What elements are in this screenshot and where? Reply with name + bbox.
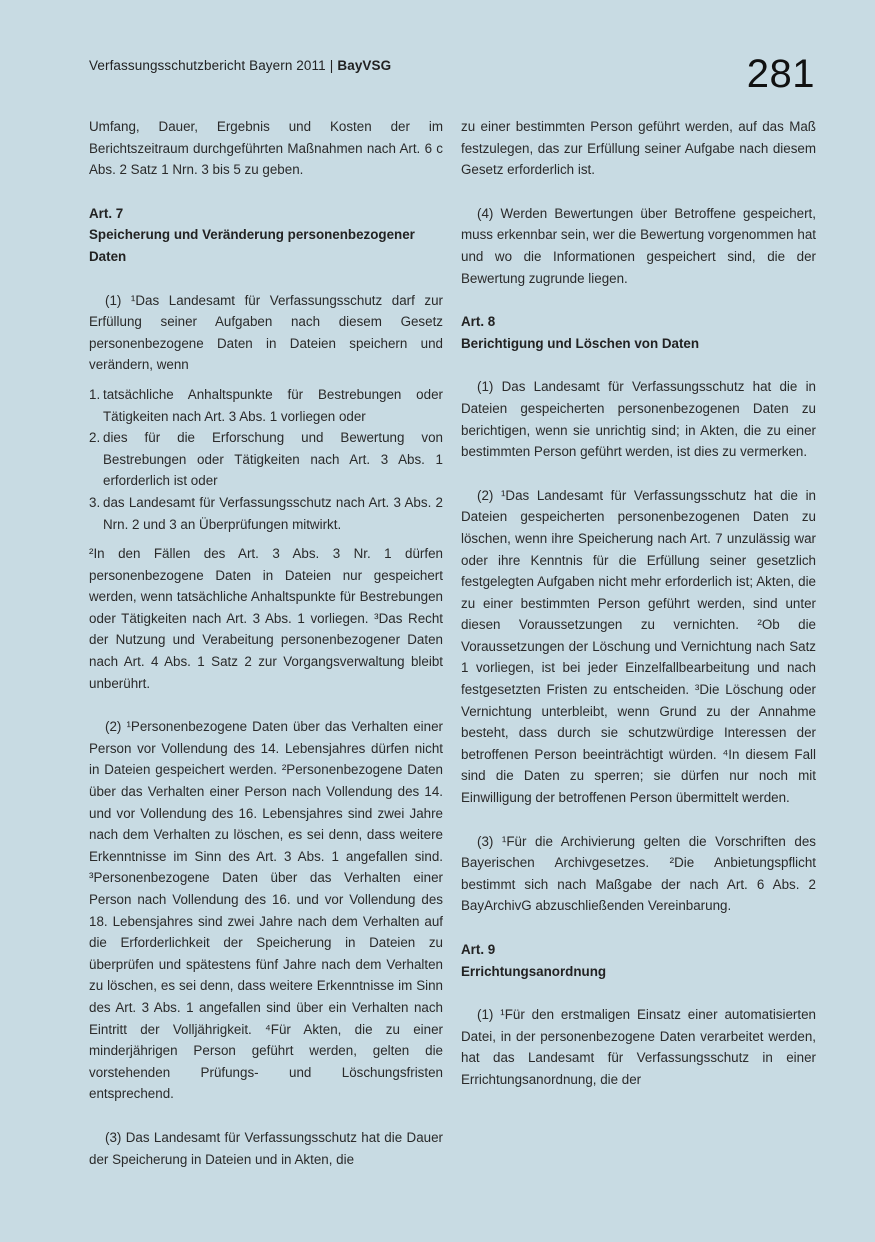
art8-paragraph-2: (2) ¹Das Landesamt für Verfassungsschutz hat die in Dateien gespeicherten personenbezogenen Daten zu löschen, wenn ihre Speicherung nach Art. 7 unzulässig war oder ihre Kenntnis für die Erfüllung seiner gesetzlich festgelegten Aufgaben nicht mehr erforderlich ist; Akten, die zu einer bestimmten Person geführt werden, sind unter diesen Voraussetzungen zu vernichten. ²Ob die Voraussetzungen der Löschung und Vernichtung nach Satz 1 vorliegen, ist bei jeder Einzelfallbearbeitung und nach festgesetzten Fristen zu entscheiden. ³Die Löschung oder Vernichtung unterbleibt, wenn Grund zu der Annahme besteht, dass durch sie schutzwürdige Interessen der betroffenen Person beeinträchtigt würden. ⁴In diesem Fall sind die Daten zu sperren; sie dürfen nur noch mit Einwilligung der betroffenen Person übermittelt werden.	[461, 487, 816, 806]
continuation-paragraph: zu einer bestimmten Person geführt werden, auf das Maß festzulegen, das zur Erfüllung seiner Aufgabe nach diesem Gesetz erforderlich ist.	[461, 119, 816, 178]
list-item-text: das Landesamt für Verfassungsschutz nach Art. 3 Abs. 2 Nrn. 2 und 3 an Überprüfungen mitwirkt.	[103, 494, 443, 532]
art8-title: Berichtigung und Löschen von Daten	[461, 335, 700, 351]
art9-number: Art. 9	[461, 942, 496, 957]
art7-conditions-list	[89, 384, 443, 535]
header-separator: |	[329, 58, 334, 73]
page-number: 281	[746, 52, 815, 96]
art7-number: Art. 7	[89, 205, 124, 221]
list-item-text: dies für die Erforschung und Bewertung von Bestrebungen oder Tätigkeiten nach Art. 3 Abs. 1 erforderlich ist oder	[103, 430, 443, 489]
art7-paragraph-4: (4) Werden Bewertungen über Betroffene gespeichert, muss erkennbar sein, wer die Bewertung vorgenommen hat und wo die Informationen gespeichert sind, die der Bewertung zugrunde liegen.	[461, 205, 816, 286]
art7-paragraph-2: (2) ¹Personenbezogene Daten über das Verhalten einer Person vor Vollendung des 14. Lebensjahres dürfen nicht in Dateien gespeichert werden. ²Personenbezogene Daten über das Verhalten einer Person nach Vollendung des 14. und vor Vollendung des 16. Lebensjahres sind zwei Jahre nach dem Verhalten zu löschen, es sei denn, dass weitere Erkenntnisse im Sinn des Art. 3 Abs. 1 angefallen sind. ³Personenbezogene Daten über das Verhalten einer Person nach Vollendung des 16. und vor Vollendung des 18. Lebensjahres sind zwei Jahre nach dem Verhalten auf die Erforderlichkeit der Speicherung in Dateien zu überprüfen und spätestens fünf Jahre nach dem Verhalten zu löschen, es sei denn, dass weitere Erkenntnisse im Sinn des Art. 3 Abs. 1 angefallen sind über ein Verhalten nach Eintritt der Volljährigkeit. ⁴Für Akten, die zu einer minderjährigen Person geführt werden, gelten die vorstehenden Prüfungs- und Löschungsfristen entsprechend.	[89, 719, 443, 1102]
list-item	[89, 492, 443, 535]
art7-title: Speicherung und Veränderung personenbezogener Daten	[89, 227, 415, 264]
list-item-number: 3.	[89, 494, 101, 510]
art7-paragraph-1: (1) ¹Das Landesamt für Verfassungsschutz darf zur Erfüllung seiner Aufgaben nach diesem Gesetz personenbezogene Daten in Dateien speichern und verändern, wenn	[89, 292, 443, 373]
list-item	[89, 384, 443, 427]
art7-paragraph-3: (3) Das Landesamt für Verfassungsschutz hat die Dauer der Speicherung in Dateien und in Akten, die	[89, 1129, 443, 1167]
art8-number: Art. 8	[461, 314, 496, 330]
header-section: BayVSG	[337, 58, 392, 73]
running-header	[89, 58, 391, 73]
intro-paragraph: Umfang, Dauer, Ergebnis und Kosten der im Berichtszeitraum durchgeführten Maßnahmen nach Art. 6 c Abs. 2 Satz 1 Nrn. 3 bis 5 zu geben.	[89, 119, 443, 178]
art8-paragraph-3: (3) ¹Für die Archivierung gelten die Vorschriften des Bayerischen Archivgesetzes. ²Die Anbietungspflicht bestimmt sich nach Maßgabe der nach Art. 6 Abs. 2 BayArchivG abzuschließenden Vereinbarung.	[461, 833, 816, 914]
list-item-number: 2.	[89, 430, 101, 446]
left-column	[89, 116, 443, 1170]
list-item-number: 1.	[89, 386, 101, 402]
right-column	[461, 116, 816, 1091]
header-title: Verfassungsschutzbericht Bayern 2011	[89, 58, 326, 73]
art7-paragraph-1b: ²In den Fällen des Art. 3 Abs. 3 Nr. 1 dürfen personenbezogene Daten in Dateien nur gespeichert werden, wenn tatsächliche Anhaltspunkte für Bestrebungen oder Tätigkeiten nach Art. 3 Abs. 1 vorliegen. ³Das Recht der Nutzung und Verabeitung personenbezogener Daten nach Art. 4 Abs. 1 Satz 2 zur Vorgangsverwaltung bleibt unberührt.	[89, 546, 443, 691]
art9-paragraph-1: (1) ¹Für den erstmaligen Einsatz einer automatisierten Datei, in der personenbezogene Daten verarbeitet werden, hat das Landesamt für Verfassungsschutz in einer Errichtungsanordnung, die der	[461, 1007, 816, 1087]
list-item-text: tatsächliche Anhaltspunkte für Bestrebungen oder Tätigkeiten nach Art. 3 Abs. 1 vorliegen oder	[103, 386, 443, 424]
art8-paragraph-1: (1) Das Landesamt für Verfassungsschutz hat die in Dateien gespeicherten personenbezogenen Daten zu berichtigen, wenn sie unrichtig sind; in Akten, die zu einer bestimmten Person geführt werden, ist dies zu vermerken.	[461, 379, 816, 460]
art9-title: Errichtungsanordnung	[461, 963, 607, 979]
list-item	[89, 427, 443, 492]
